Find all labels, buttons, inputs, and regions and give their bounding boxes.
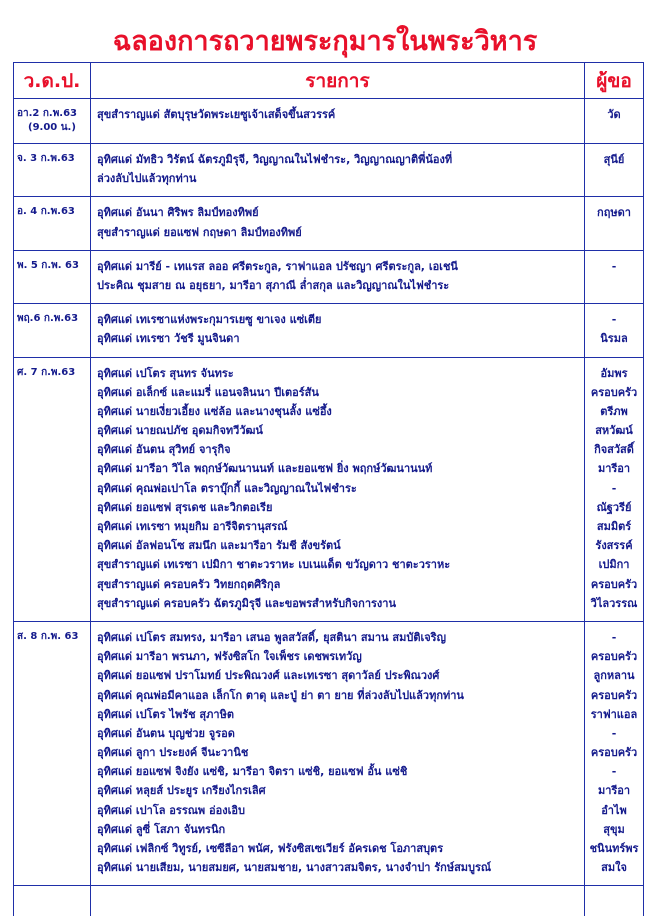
requester-cell [585, 197, 644, 242]
items-cell [91, 621, 585, 877]
requester-name: กิจสวัสดิ์ [594, 443, 634, 457]
table-row [14, 250, 644, 295]
spacer-cell [14, 242, 91, 251]
intention-line: สุขสำราญแด่ สัตบุรุษวัดพระเยซูเจ้าเสด็จขึ้นสวรรค์ [97, 108, 336, 121]
header-requester: ผู้ขอ [585, 63, 644, 99]
intention-line: อุทิศแด่ นายเสียม, นายสมยศ, นายสมชาย, นางสาวสมจิตร, นางจำปา รักษ์สมบูรณ์ [97, 861, 492, 875]
intention-line: อุทิศแด่ อัลฟอนโซ สมนึก และมารีอา รัมชี สังขรัตน์ [97, 539, 341, 553]
requester-cell [585, 357, 644, 613]
items-cell [91, 99, 585, 136]
table-row [14, 99, 644, 136]
spacer-cell [14, 877, 91, 886]
intention-line: อุทิศแด่ เปโตร สุนทร จันทระ [97, 366, 234, 380]
intention-line: อุทิศแด่ มารีย์ - เทแรส ลออ ศรีตระกูล, ราฟาแอล ปรัชญา ศรีตระกูล, เอเชนี [97, 259, 458, 273]
requester-name: กฤษดา [597, 206, 631, 220]
intention-line: อุทิศแด่ เปโตร สมทรง, มารีอา เสนอ พูลสวัสดิ์, ยุสตินา สมาน สมบัติเจริญ [97, 630, 446, 644]
spacer-cell [585, 295, 644, 304]
empty-cell [91, 886, 585, 917]
requester-cell [585, 144, 644, 189]
mass-intentions-table [13, 62, 644, 916]
intention-line: สุขสำราญแด่ ครอบครัว ฉัตรภูมิรุจี และขอพรสำหรับกิจการงาน [97, 596, 396, 610]
header-date: ว.ด.ป. [14, 63, 91, 99]
intention-line: อุทิศแด่ อันตน บุญช่วย จูรอด [97, 726, 235, 740]
spacer-cell [91, 613, 585, 622]
spacer-cell [91, 877, 585, 886]
spacer-cell [91, 295, 585, 304]
table-row-empty [14, 886, 644, 917]
date-cell [14, 304, 91, 349]
requester-name: วัด [607, 108, 621, 121]
empty-cell [14, 886, 91, 917]
requester-name: สุขุม [603, 822, 625, 836]
table-row [14, 144, 644, 189]
requester-name: มารีอา [597, 462, 631, 476]
table-row [14, 197, 644, 242]
empty-cell [585, 886, 644, 917]
date-cell [14, 250, 91, 295]
requester-name: ชนินทร์พร [589, 842, 639, 855]
intention-line: อุทิศแด่ เทเรซา หมุยกิม อารีจิตรานุสรณ์ [97, 520, 288, 533]
intention-line: อุทิศแด่ มารีอา พรนภา, ฟรังซิสโก ใจเพ็ชร เดชพรเทวัญ [97, 650, 362, 664]
intention-line: สุขสำราญแด่ ครอบครัว วิทยกฤตศิริกุล [97, 577, 281, 591]
spacer-cell [14, 613, 91, 622]
intention-line: อุทิศแด่ เปโตร ไพรัช สุภาษิต [97, 707, 234, 721]
items-cell [91, 250, 585, 295]
date-cell [14, 357, 91, 613]
requester-name: ตรีภพ [600, 404, 628, 418]
requester-name: ลูกหลาน [593, 669, 635, 683]
spacer-cell [585, 613, 644, 622]
date-cell [14, 144, 91, 189]
requester-name: สมมิตร์ [596, 520, 632, 533]
requester-name: ครอบครัว [590, 746, 638, 760]
requester-cell [585, 250, 644, 295]
spacer-cell [14, 188, 91, 197]
spacer-cell [585, 877, 644, 886]
intention-line: อุทิศแด่ มารีอา วิไล พฤกษ์วัฒนานนท์ และยอแซฟ ยิ่ง พฤกษ์วัฒนานนท์ [97, 462, 433, 476]
date-cell [14, 621, 91, 877]
intention-line: สุขสำราญแด่ ยอแซฟ กฤษดา ลิมป์ทองทิพย์ [97, 225, 302, 239]
page-title: ฉลองการถวายพระกุมารในพระวิหาร [112, 26, 538, 57]
row-spacer [14, 135, 644, 144]
table-header-row [14, 63, 644, 99]
intention-line: อุทิศแด่ คุณพ่อเปาโล ตราบุ๊กกี้ และวิญญาณในไฟชำระ [97, 481, 357, 495]
intention-line: อุทิศแด่ หลุยส์ ประยูร เกรียงไกรเลิศ [97, 784, 266, 798]
spacer-cell [91, 135, 585, 144]
intention-line: อุทิศแด่ อันตน สุวิทย์ จารุกิจ [97, 443, 231, 457]
intention-line: อุทิศแด่ ยอแซฟ จิงยัง แซ่ชิ, มารีอา จิตรา แซ่ชิ, ยอแซฟ อั้น แซ่ชิ [97, 765, 408, 779]
requester-name: สมใจ [601, 861, 627, 875]
row-spacer [14, 613, 644, 622]
requester-name: สหวัฒน์ [595, 424, 633, 438]
date-text: ศ. 7 ก.พ.63 [17, 366, 76, 378]
requester-name: อำไพ [601, 803, 627, 817]
requester-name: - [611, 765, 617, 779]
requester-name: ครอบครัว [590, 385, 638, 399]
intention-line: ประคิณ ชุมสาย ณ อยุธยา, มารีอา สุภาณี ล่ำสกุล และวิญญาณในไฟชำระ [97, 278, 450, 292]
spacer-cell [585, 349, 644, 358]
intention-line: อุทิศแด่ ลูซี่ โสภา จันทรนิก [97, 822, 226, 836]
requester-name: - [611, 630, 617, 644]
date-text: พ. 5 ก.พ. 63 [17, 259, 79, 271]
spacer-cell [91, 188, 585, 197]
date-text: ส. 8 ก.พ. 63 [17, 630, 79, 642]
intention-line: อุทิศแด่ อเล็กซ์ และแมรี่ แอนจลินนา ปีเตอร์สัน [97, 385, 319, 399]
date-text: อา.2 ก.พ.63 [17, 108, 78, 119]
date-cell [14, 197, 91, 242]
date-text: พฤ.6 ก.พ.63 [17, 313, 79, 325]
requester-name: ณัฐวรีย์ [596, 500, 632, 514]
items-cell [91, 197, 585, 242]
intention-line: อุทิศแด่ นายณปภัช อุดมกิจทวีวัฒน์ [97, 424, 263, 438]
row-spacer [14, 877, 644, 886]
spacer-cell [585, 188, 644, 197]
requester-cell [585, 99, 644, 136]
date-cell [14, 99, 91, 136]
table-row [14, 304, 644, 349]
intention-line: อุทิศแด่ มัทธิว วิรัตน์ ฉัตรภูมิรุจี, วิญญาณในไฟชำระ, วิญญาณญาติพี่น้องที่ [97, 153, 453, 166]
spacer-cell [585, 135, 644, 144]
intention-line: อุทิศแด่ ยอแซฟ สุรเดช และวิกตอเรีย [97, 500, 273, 514]
requester-name: เปมิกา [598, 558, 630, 572]
spacer-cell [585, 242, 644, 251]
requester-name: มารีอา [597, 784, 631, 798]
requester-cell [585, 621, 644, 877]
row-spacer [14, 188, 644, 197]
requester-name: ครอบครัว [590, 650, 638, 664]
intention-line: อุทิศแด่ นายเงี่ยวเอี้ยง แซ่ล้อ และนางชุนลั้ง แซ่อึ้ง [97, 404, 332, 418]
intention-line: อุทิศแด่ คุณพ่อมีคาแอล เล็กโก ตาดุ และปู่ ย่า ตา ยาย ที่ล่วงลับไปแล้วทุกท่าน [97, 688, 464, 702]
header-items: รายการ [91, 63, 585, 99]
row-spacer [14, 295, 644, 304]
row-spacer [14, 242, 644, 251]
requester-name: สุนีย์ [603, 153, 625, 166]
items-cell [91, 357, 585, 613]
intention-line: อุทิศแด่ ยอแซฟ ปราโมทย์ ประพิณวงศ์ และเทเรซา สุดาวัลย์ ประพิณวงศ์ [97, 669, 440, 683]
intention-line: อุทิศแด่ ลูกา ประยงค์ จีนะวานิช [97, 746, 249, 760]
requester-cell [585, 304, 644, 349]
spacer-cell [14, 349, 91, 358]
items-cell [91, 304, 585, 349]
time-text: (9.00 น.) [28, 122, 76, 133]
requester-name: ราฟาแอล [590, 707, 638, 721]
requester-name: - [611, 481, 617, 495]
date-text: อ. 4 ก.พ.63 [17, 206, 75, 218]
table-row [14, 621, 644, 877]
row-spacer [14, 349, 644, 358]
requester-name: - [611, 726, 617, 740]
intention-line: ล่วงลับไปแล้วทุกท่าน [97, 172, 197, 186]
requester-name: - [611, 313, 617, 327]
requester-name: นิรมล [600, 332, 628, 346]
requester-name: ครอบครัว [590, 688, 638, 702]
date-text: จ. 3 ก.พ.63 [17, 153, 75, 164]
spacer-cell [91, 242, 585, 251]
intention-line: อุทิศแด่ อันนา ศิริพร ลิมป์ทองทิพย์ [97, 206, 259, 220]
table-row [14, 357, 644, 613]
intention-line: อุทิศแด่ เฟลิกซ์ วิทูรย์, เซซีลีอา พนัศ, ฟรังซิสเซเวียร์ อัครเดช โอภาสบุตร [97, 842, 444, 855]
intention-line: อุทิศแด่ เปาโล อรรณพ อ่องเอิบ [97, 803, 245, 817]
requester-name: วิไลวรรณ [590, 596, 638, 610]
requester-name: - [611, 259, 617, 273]
requester-name: อัมพร [600, 366, 628, 380]
intention-line: สุขสำราญแด่ เทเรซา เปมิกา ชาตะวราหะ เบเนแด็ต ขวัญดาว ชาตะวราหะ [97, 558, 451, 572]
spacer-cell [14, 295, 91, 304]
requester-name: ครอบครัว [590, 577, 638, 591]
intention-line: อุทิศแด่ เทเรซา วัชรี มูนจินดา [97, 332, 240, 346]
intention-line: อุทิศแด่ เทเรซาแห่งพระกุมารเยซู ขาเจง แซ่เตีย [97, 313, 322, 327]
items-cell [91, 144, 585, 189]
requester-name: รังสรรค์ [595, 539, 633, 553]
spacer-cell [91, 349, 585, 358]
spacer-cell [14, 135, 91, 144]
